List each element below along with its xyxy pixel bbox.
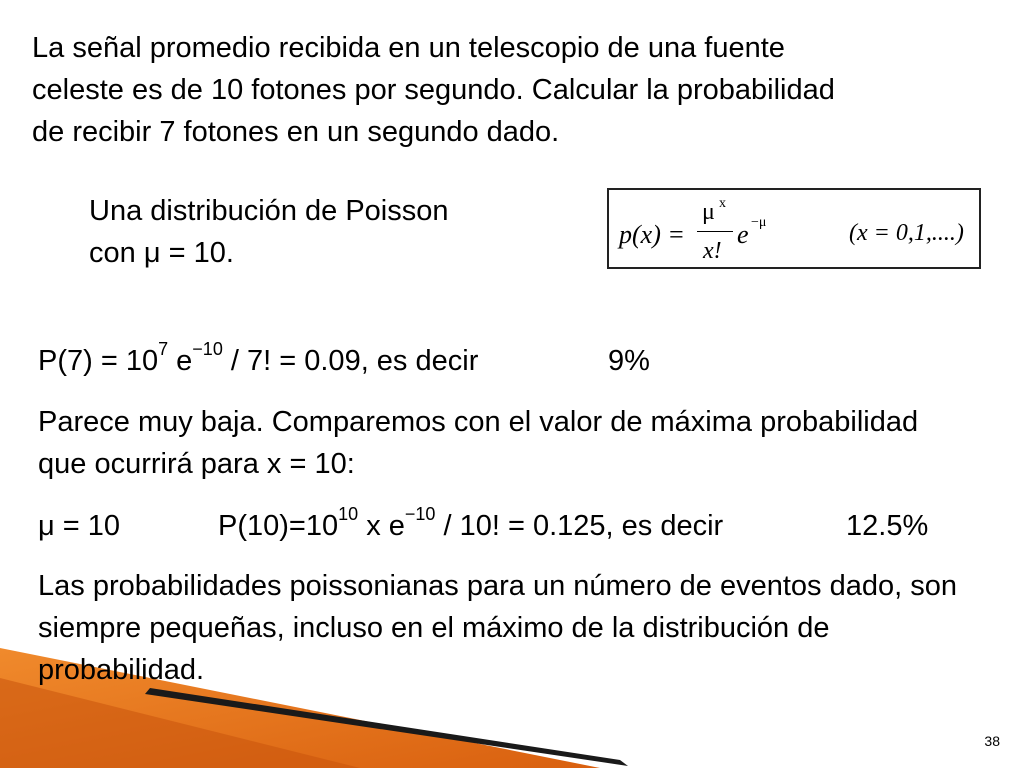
p7-calculation (38, 340, 478, 382)
formula-lhs: p(x) = (619, 220, 685, 249)
formula-mu-exponent: x (719, 196, 726, 211)
formula-domain: (x = 0,1,....) (849, 220, 964, 246)
p7-exponent: 7 (158, 339, 169, 360)
p10-e: x e (358, 510, 405, 542)
p10-rest: / 10! = 0.125, es decir (435, 510, 724, 542)
problem-line: de recibir 7 fotones en un segundo dado. (32, 116, 560, 148)
formula-mu: μ (702, 199, 715, 225)
problem-line: La señal promedio recibida en un telescopio de una fuente (32, 32, 785, 64)
p7-e: e (168, 345, 193, 377)
formula-e: e (737, 220, 749, 249)
p7-e-exponent: −10 (192, 339, 223, 360)
p10-percent: 12.5% (846, 510, 929, 542)
p10-calculation (218, 505, 723, 547)
page-number: 38 (984, 733, 1000, 749)
poisson-line: con μ = 10. (89, 237, 234, 269)
p10-base: P(10)=10 (218, 510, 339, 542)
fraction-bar (697, 231, 733, 232)
problem-statement (32, 27, 835, 153)
mu-value: μ = 10 (38, 510, 121, 542)
formula-e-exponent: −μ (751, 215, 767, 230)
parece-paragraph: Parece muy baja. Comparemos con el valor de máxima probabilidad que ocurrirá para x = 10: (38, 406, 919, 480)
p7-percent: 9% (608, 345, 650, 377)
formula-denominator: x! (703, 238, 722, 264)
problem-line: celeste es de 10 fotones por segundo. Calcular la probabilidad (32, 74, 835, 106)
p7-base: P(7) = 10 (38, 345, 159, 377)
p10-exponent: 10 (338, 504, 359, 525)
p7-rest: / 7! = 0.09, es decir (222, 345, 479, 377)
poisson-line: Una distribución de Poisson (89, 195, 449, 227)
conclusion-paragraph: Las probabilidades poissonianas para un número de eventos dado, son siempre pequeñas, incluso en el máximo de la distribución de probabilidad. (38, 570, 957, 686)
poisson-formula-box (607, 188, 981, 269)
poisson-note (89, 190, 448, 274)
p10-e-exponent: −10 (404, 504, 436, 525)
